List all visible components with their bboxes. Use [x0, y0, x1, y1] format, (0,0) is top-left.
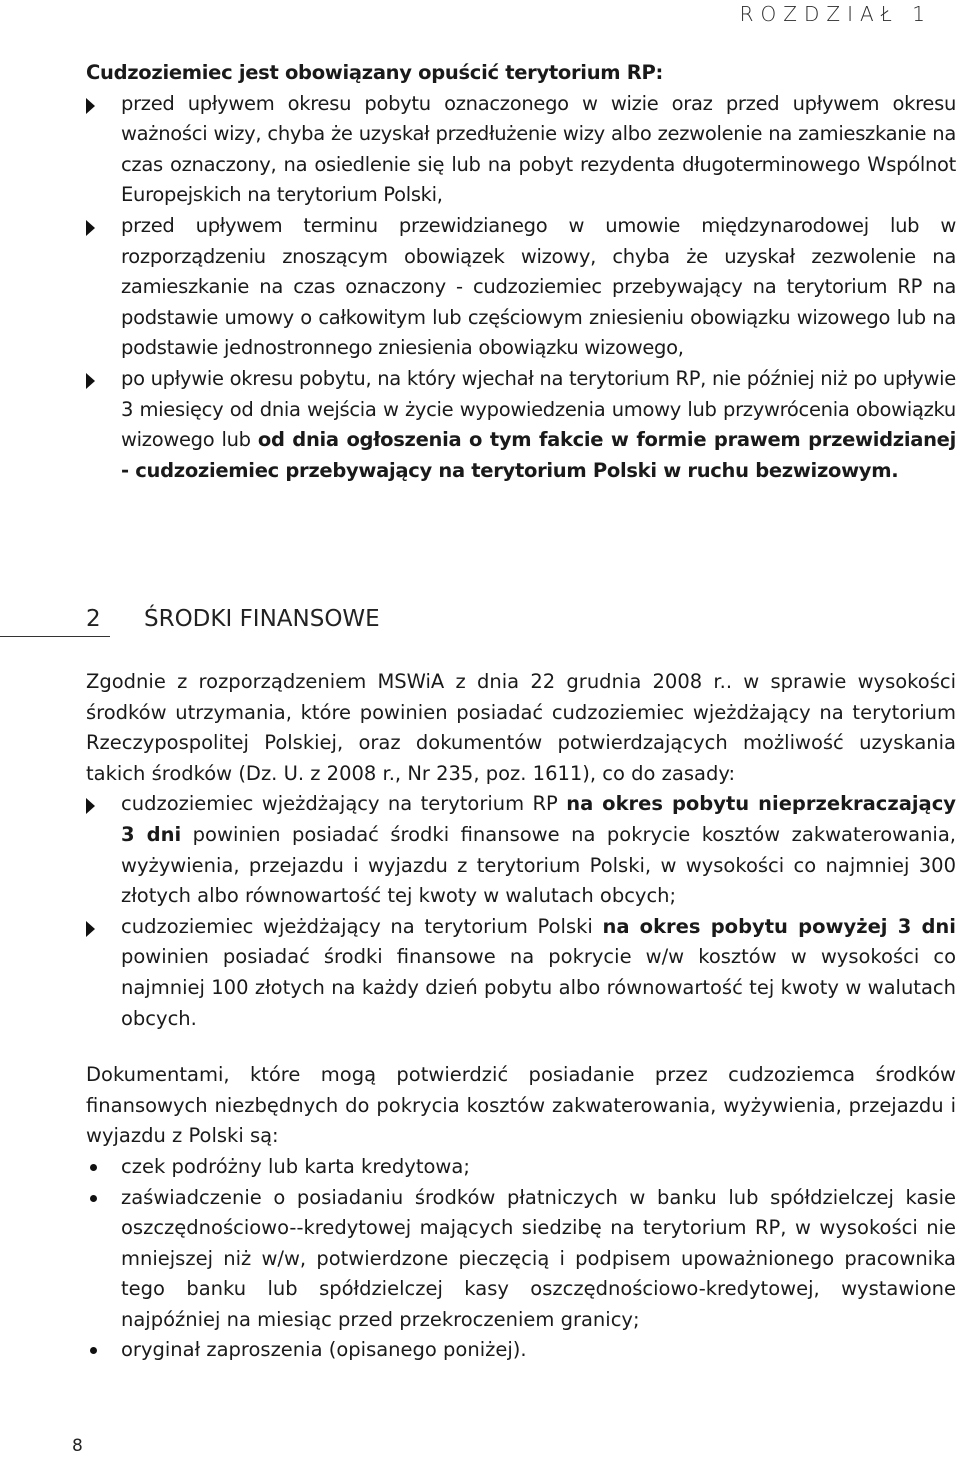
list-item [86, 364, 956, 486]
list-item-text: przed upływem terminu przewidzianego w umowie międzynarodowej lub w rozporządzeniu znoszącym obowiązek wizowy, chyba że uzyskał zezwolenie na zamieszkanie na czas oznaczony - cudzoziemiec przebywający na terytorium RP na podstawie umowy o całkowitym lub częściowym zniesieniu obowiązku wizowego lub na podstawie jednostronnego zniesienia obowiązku wizowego, [121, 213, 956, 360]
section-heading [86, 606, 380, 632]
list-item [86, 89, 956, 211]
list-item [86, 211, 956, 364]
list-item [86, 912, 956, 1034]
list-item-text: po upływie okresu pobytu, na który wjechał na terytorium RP, nie później niż po upływie 3 miesięcy od dnia wejścia w życie wypowiedzenia umowy lub przywrócenia obowiązku wizowego lub [121, 366, 956, 452]
list-item [86, 789, 956, 911]
list-item-text: powinien posiadać środki finansowe na pokrycie kosztów zakwaterowania, wyżywienia, przejazdu i wyjazdu z terytorium Polski, w wysokości co najmniej 300 złotych albo równowartość tej kwoty w walutach obcych; [121, 822, 956, 908]
list-item-bold-text: na okres pobytu nieprzekraczający 3 dni [121, 792, 956, 846]
list-item-text: cudzoziemiec wjeżdżający na terytorium RP [121, 792, 567, 816]
section-divider [0, 636, 110, 637]
documents-list [86, 1152, 956, 1366]
documents-intro: Dokumentami, które mogą potwierdzić posiadanie przez cudzoziemca środków finansowych niezbędnych do pokrycia kosztów zakwaterowania, wyżywienia, przejazdu i wyjazdu z Polski są: [86, 1063, 956, 1148]
list-item-text: oryginał zaproszenia (opisanego poniżej). [121, 1338, 527, 1362]
section-2 [86, 667, 956, 1366]
section-1-lead: Cudzoziemiec jest obowiązany opuścić terytorium RP: [86, 61, 663, 84]
section-2-intro: Zgodnie z rozporządzeniem MSWiA z dnia 22 grudnia 2008 r.. w sprawie wysokości środków utrzymania, które powinien posiadać cudzoziemiec wjeżdżający na terytorium Rzeczypospolitej Polskiej, oraz dokumentów potwierdzających możliwość uzyskania takich środków (Dz. U. z 2008 r., Nr 235, poz. 1611), co do zasady: [86, 670, 956, 785]
section-1 [86, 58, 956, 486]
page-number: 8 [72, 1436, 83, 1456]
chapter-header: ROZDZIAŁ 1 [739, 2, 932, 26]
section-number: 2 [86, 606, 101, 632]
list-item [86, 1152, 956, 1183]
list-item-text: cudzoziemiec wjeżdżający na terytorium Polski [121, 914, 603, 938]
list-item [86, 1335, 956, 1366]
list-item-text: zaświadczenie o posiadaniu środków płatniczych w banku lub spółdzielczej kasie oszczędnościowo--kredytowej mających siedzibę na terytorium RP, w wysokości nie mniejszej niż w/w, potwierdzone pieczęcią i podpisem upoważnionego pracownika tego banku lub spółdzielczej kasy oszczędnościowo-kredytowej, wystawione najpóźniej na miesiąc przed przekroczeniem granicy; [121, 1185, 956, 1331]
list-item [86, 1183, 956, 1336]
list-item-bold-text: na okres pobytu powyżej 3 dni [602, 914, 956, 938]
section-title: ŚRODKI FINANSOWE [144, 606, 380, 632]
list-item-text: czek podróżny lub karta kredytowa; [121, 1154, 470, 1178]
obligation-list [86, 89, 956, 487]
list-item-bold-text: od dnia ogłoszenia o tym fakcie w formie prawem przewidzianej - cudzoziemiec przebywający na terytorium Polski w ruchu bezwizowym. [121, 428, 956, 482]
funds-list [86, 789, 956, 1034]
list-item-text: przed upływem okresu pobytu oznaczonego w wizie oraz przed upływem okresu ważności wizy, chyba że uzyskał przedłużenie wizy albo zezwolenie na zamieszkanie na czas oznaczony, na osiedlenie się lub na pobyt rezydenta długoterminowego Wspólnot Europejskich na terytorium Polski, [121, 91, 956, 207]
list-item-text: powinien posiadać środki finansowe na pokrycie w/w kosztów w wysokości co najmniej 100 złotych na każdy dzień pobytu albo równowartość tej kwoty w walutach obcych. [121, 945, 956, 1030]
